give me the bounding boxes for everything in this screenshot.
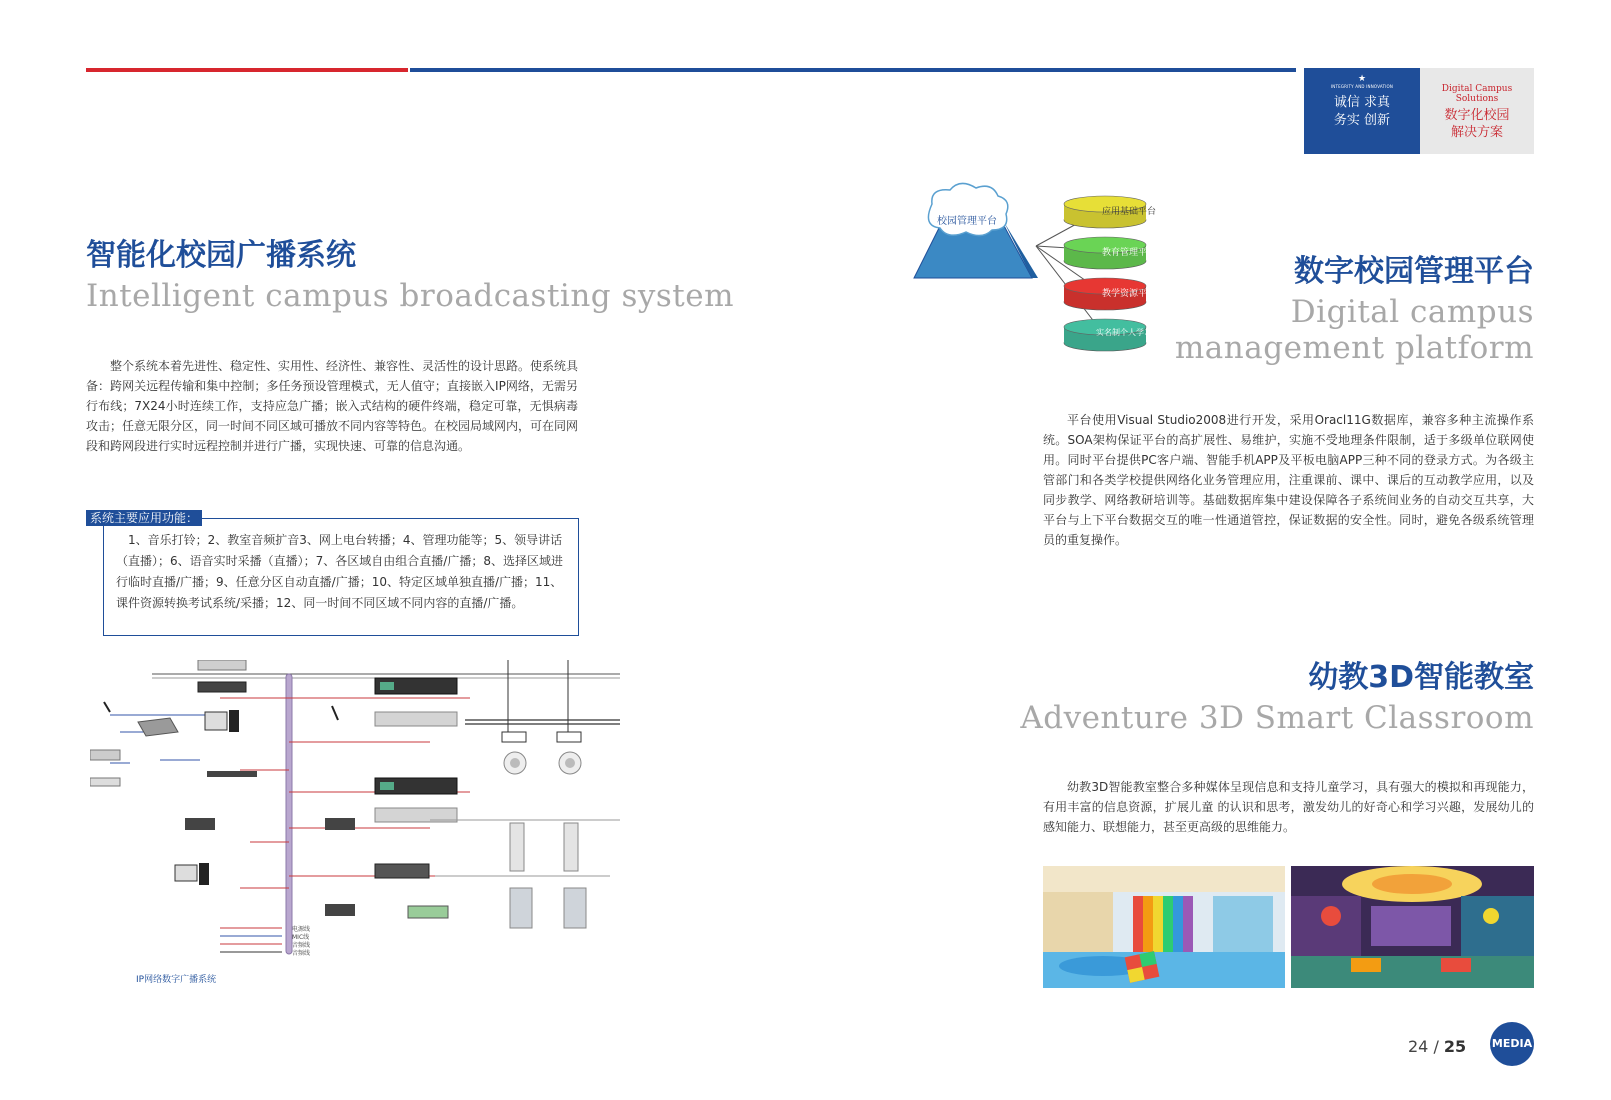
platform-item: 教学资源平台: [1102, 289, 1157, 299]
classroom-photo-1: [1043, 866, 1285, 988]
functions-text: 1、音乐打铃；2、教室音频扩音3、网上电台转播；4、管理功能等；5、领导讲话（直播）；6、语音实时采播（直播）；7、各区域自由组合直播/广播；8、选择区域进行临时直播/广播；9、任意分区自动直播/广播；10、特定区域单独直播/广播；11、课件资源转换考试系统/采播；12、同一时间不同区域不同内容的直播/广播。: [116, 533, 563, 610]
header-badge: [1304, 68, 1534, 154]
badge-title-en-2: Solutions: [1455, 94, 1499, 104]
broadcast-intro: 整个系统本着先进性、稳定性、实用性、经济性、兼容性、灵活性的设计思路。使系统具备：跨网关远程传输和集中控制；多任务预设管理模式，无人值守；直接嵌入IP网络，无需另行布线；7X24小时连续工作，支持应急广播；嵌入式结构的硬件终端，稳定可靠，无惧病毒攻击；任意无限分区，同一时间不同区域可播放不同内容等特色。在校园局域网内，可在同网段和跨网段进行实时远程控制并进行广播，实现快速、可靠的信息沟通。: [86, 359, 579, 453]
platform-description: 平台使用Visual Studio2008进行开发，采用Oracl11G数据库，兼容多种主流操作系统。SOA架构保证平台的高扩展性、易维护，实施不受地理条件限制，适于多级单位联网使用。同时平台提供PC客户端、智能手机APP及平板电脑APP三种不同的登录方式。为各级主管部门和各类学校提供网络化业务管理应用，注重课前、课中、课后的互动教学应用，以及同步教学、网络教研培训等。基础数据库集中建设保障各子系统间业务的自动交互共享，大平台与上下平台数据交互的唯一性通道管控，保证数据的安全性。同时，避免各级系统管理员的重复操作。: [1043, 413, 1534, 547]
badge-title-cn-2: 解决方案: [1450, 125, 1503, 140]
legend-item: 音频线: [292, 942, 311, 949]
badge-motto-line2: 务实 创新: [1333, 113, 1391, 128]
section-subtitle-broadcast: Intelligent campus broadcasting system: [86, 278, 735, 314]
page-next: 25: [1443, 1037, 1467, 1056]
classroom-description: 幼教3D智能教室整合多种媒体呈现信息和支持儿童学习，具有强大的模拟和再现能力，有用丰富的信息资源，扩展儿童 的认识和思考，激发幼儿的好奇心和学习兴趣，发展幼儿的感知能力、联想能力，甚至更高级的思维能力。: [1043, 780, 1534, 834]
platform-cloud-label: 校园管理平台: [937, 216, 997, 227]
section-title-platform: 数字校园管理平台: [1294, 254, 1534, 289]
legend-item: 音频线: [292, 950, 311, 957]
badge-motto-line1: 诚信 求真: [1333, 95, 1391, 110]
page-separator: /: [1428, 1037, 1444, 1056]
section-title-classroom: 幼教3D智能教室: [1308, 660, 1534, 695]
badge-title: [1420, 68, 1534, 154]
section-subtitle-platform-2: management platform: [1174, 330, 1534, 366]
legend-item: 电源线: [292, 926, 311, 933]
top-rule-red: [86, 68, 408, 72]
broadcast-diagram: [90, 660, 630, 990]
page-current: 24: [1408, 1037, 1429, 1056]
section-subtitle-platform-1: Digital campus: [1290, 294, 1534, 330]
platform-item: 教育管理平台: [1102, 248, 1157, 258]
star-icon: ★: [1357, 74, 1367, 84]
network-backbone: [286, 674, 292, 954]
badge-motto-en: INTEGRITY AND INNOVATION: [1330, 84, 1394, 89]
section-subtitle-classroom: Adventure 3D Smart Classroom: [1020, 700, 1534, 736]
media-logo: MEDIA: [1490, 1022, 1534, 1066]
classroom-photo-2: [1291, 866, 1534, 988]
platform-item: 应用基础平台: [1102, 207, 1157, 217]
platform-item: 实名制个人学习空间: [1096, 328, 1168, 337]
diagram-caption: IP网络数字广播系统: [136, 975, 217, 985]
badge-title-en-1: Digital Campus: [1441, 84, 1513, 94]
cloud-icon: [928, 183, 1007, 235]
section-title-broadcast: 智能化校园广播系统: [86, 238, 356, 273]
legend-item: MIC线: [292, 934, 310, 941]
badge-title-cn-1: 数字化校园: [1444, 108, 1510, 123]
page-number: [1408, 1037, 1466, 1056]
diagram-legend: [292, 926, 310, 958]
functions-label: 系统主要应用功能：: [86, 510, 202, 526]
badge-motto: [1304, 68, 1420, 154]
top-rule-blue: [410, 68, 1296, 72]
